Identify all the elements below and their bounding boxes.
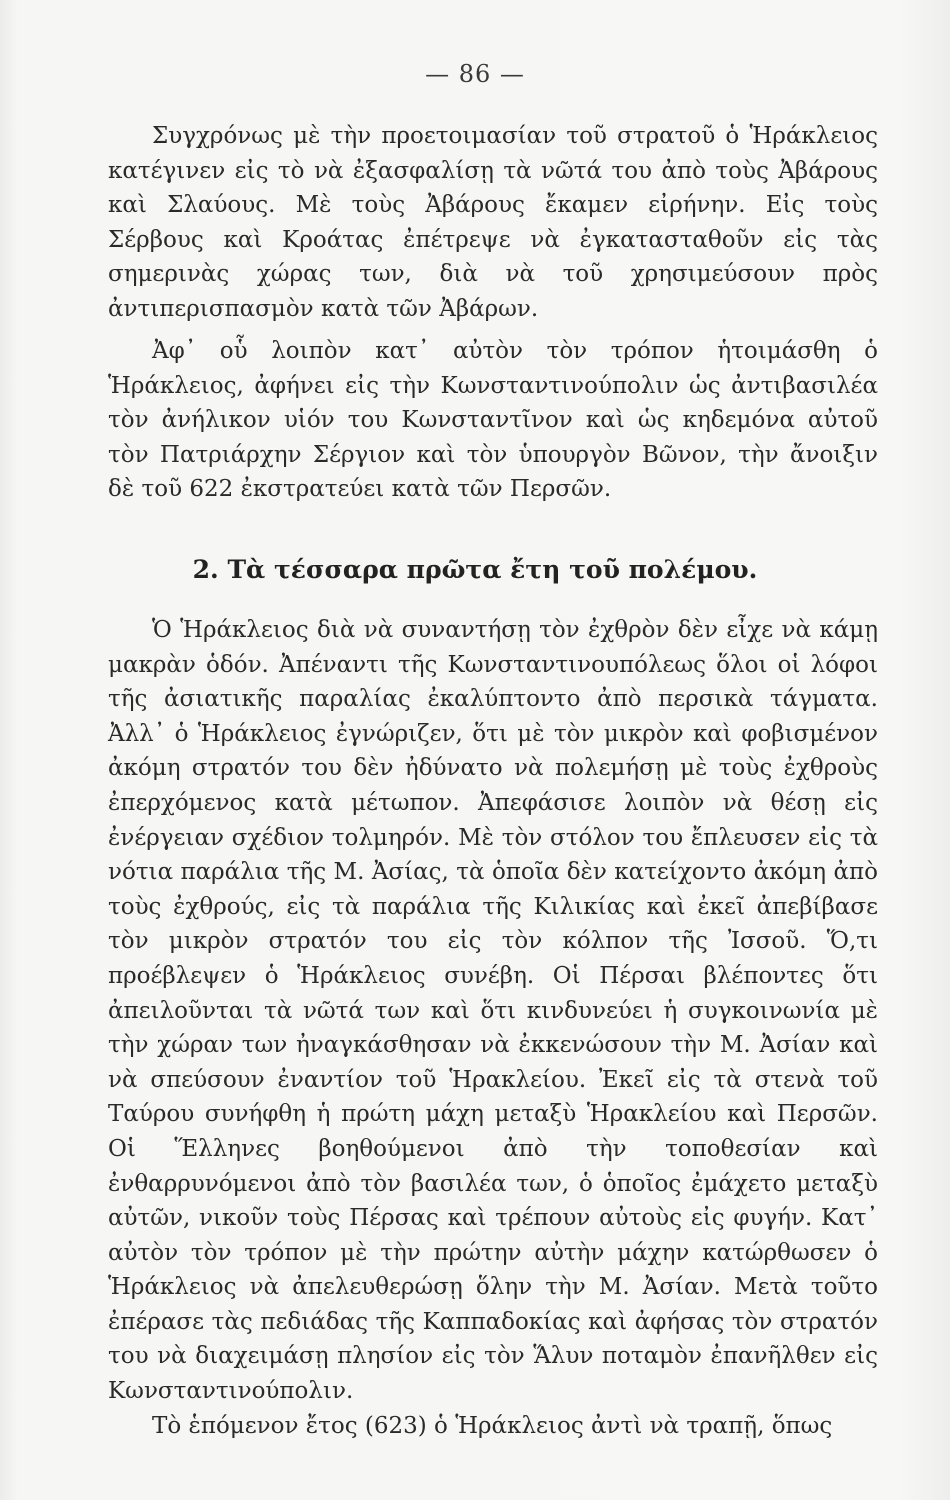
paragraph-campaign: [108, 613, 878, 1443]
paragraph-text: Ἀφ᾽ οὗ λοιπὸν κατ᾽ αὐτὸν τὸν τρόπον ἡτοιμάσθη ὁ Ἡράκλειος, ἀφήνει εἰς τὴν Κωνσταντινούπολιν ὡς ἀντιβασιλέα τὸν ἀνήλικον υἱόν του Κωνσταντῖνον καὶ ὡς κηδεμόνα αὐτοῦ τὸν Πατριάρχην Σέργιον καὶ τὸν ὑπουργὸν Βῶνον, τὴν ἄνοιξιν δὲ τοῦ 622 ἐκστρατεύει κατὰ τῶν Περσῶν.: [108, 338, 878, 503]
paragraph-text: Συγχρόνως μὲ τὴν προετοιμασίαν τοῦ στρατοῦ ὁ Ἡράκλειος κατέγινεν εἰς τὸ νὰ ἐξασφαλίσῃ τὰ νῶτά του ἀπὸ τοὺς Ἀβάρους καὶ Σλαύους. Μὲ τοὺς Ἀβάρους ἔκαμεν εἰρήνην. Εἰς τοὺς Σέρβους καὶ Κροάτας ἐπέτρεψε νὰ ἐγκατασταθοῦν εἰς τὰς σημερινὰς χώρας των, διὰ νὰ τοῦ χρησιμεύσουν πρὸς ἀντιπερισπασμὸν κατὰ τῶν Ἀβάρων.: [108, 123, 878, 322]
paragraph-text: Ὁ Ἡράκλειος διὰ νὰ συναντήσῃ τὸν ἐχθρὸν δὲν εἶχε νὰ κάμῃ μακρὰν ὁδόν. Ἀπέναντι τῆς Κωνσταντινουπόλεως ὅλοι οἱ λόφοι τῆς ἀσιατικῆς παραλίας ἐκαλύπτοντο ἀπὸ περσικὰ τάγματα. Ἀλλ᾽ ὁ Ἡράκλειος ἐγνώριζεν, ὅτι μὲ τὸν μικρὸν καὶ φοβισμένον ἀκόμη στρατόν του δὲν ἠδύνατο νὰ πολεμήσῃ μὲ τοὺς ἐχθροὺς ἐπερχόμενος κατὰ μέτωπον. Ἀπεφάσισε λοιπὸν νὰ θέσῃ εἰς ἐνέργειαν σχέδιον τολμηρόν. Μὲ τὸν στόλον του ἔπλευσεν εἰς τὰ νότια παράλια τῆς Μ. Ἀσίας, τὰ ὁποῖα δὲν κατείχοντο ἀκόμη ἀπὸ τοὺς ἐχθρούς, εἰς τὰ παράλια τῆς Κιλικίας καὶ ἐκεῖ ἀπεβίβασε τὸν μικρὸν στρατόν του εἰς τὸν κόλπον τῆς Ἰσσοῦ. Ὅ,τι προέβλεψεν ὁ Ἡράκλειος συνέβη. Οἱ Πέρσαι βλέποντες ὅτι ἀπειλοῦνται τὰ νῶτά των καὶ ὅτι κινδυνεύει ἡ συγκοινωνία μὲ τὴν χώραν των ἠναγκάσθησαν νὰ ἐκκενώσουν τὴν Μ. Ἀσίαν καὶ νὰ σπεύσουν ἐναντίον τοῦ Ἡρακλείου. Ἐκεῖ εἰς τὰ στενὰ τοῦ Ταύρου συνήφθη ἡ πρώτη μάχη μεταξὺ Ἡρακλείου καὶ Περσῶν. Οἱ Ἕλληνες βοηθούμενοι ἀπὸ τὴν τοποθεσίαν καὶ ἐνθαρρυνόμενοι ἀπὸ τὸν βασιλέα των, ὁ ὁποῖος ἐμάχετο μεταξὺ αὐτῶν, νικοῦν τοὺς Πέρσας καὶ τρέπουν αὐτοὺς εἰς φυγήν. Κατ᾽ αὐτὸν τὸν τρόπον μὲ τὴν πρώτην αὐτὴν μάχην κατώρθωσεν ὁ Ἡράκλειος νὰ ἀπελευθερώσῃ ὅλην τὴν Μ. Ἀσίαν. Μετὰ τοῦτο ἐπέρασε τὰς πεδιάδας τῆς Καππαδοκίας καὶ ἀφήσας τὸν στρατόν του νὰ διαχειμάσῃ πλησίον εἰς τὸν Ἅλυν ποταμὸν ἐπανῆλθεν εἰς Κωνσταντινούπολιν.: [108, 617, 878, 1405]
section-heading: 2. Τὰ τέσσαρα πρῶτα ἔτη τοῦ πολέμου.: [192, 555, 758, 584]
paragraph-next-year: Τὸ ἑπόμενον ἔτος (623) ὁ Ἡράκλειος ἀντὶ νὰ τραπῇ, ὅπως: [152, 1412, 833, 1439]
paragraph-preparations: [108, 119, 878, 327]
paragraph-departure: [108, 334, 878, 507]
page-number: — 86 —: [425, 60, 525, 88]
